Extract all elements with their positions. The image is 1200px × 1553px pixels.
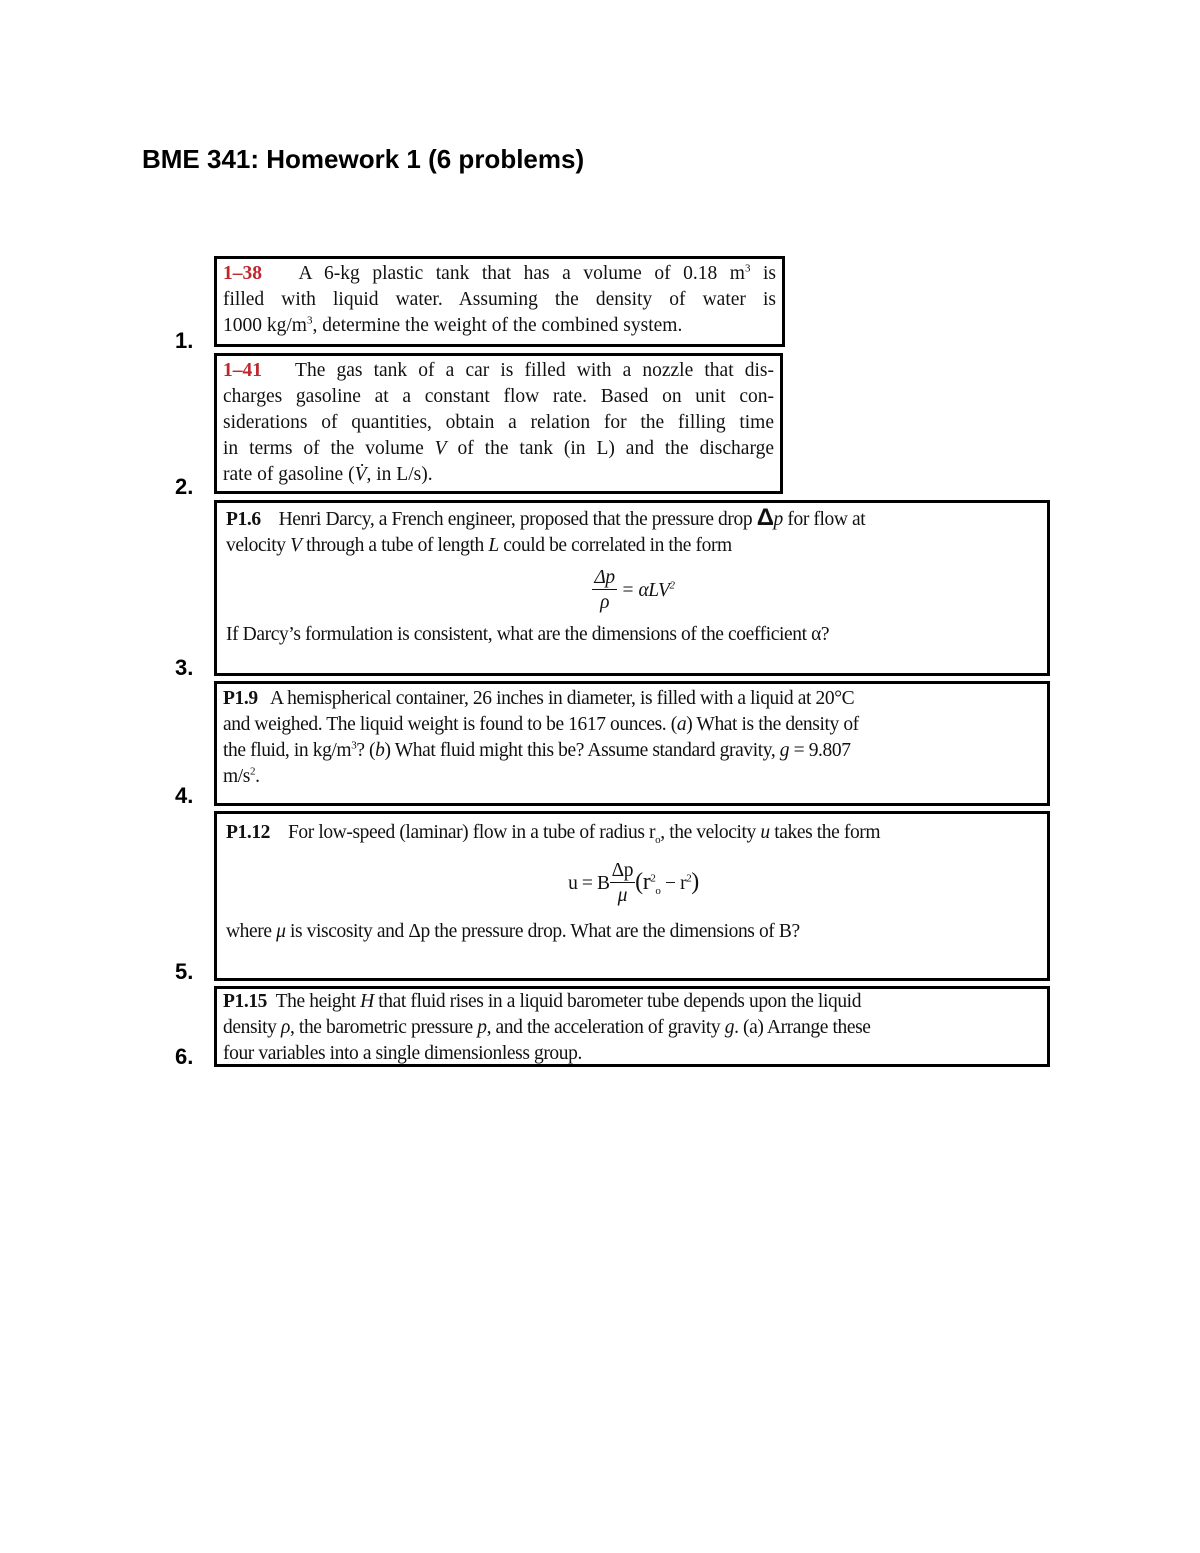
text: velocity xyxy=(226,535,291,556)
text: takes the form xyxy=(769,822,881,843)
problem-number-5: 5. xyxy=(175,959,194,984)
problem-5-label: P1.12 xyxy=(226,822,271,843)
problem-number-2: 2. xyxy=(175,474,194,499)
velocity-equation xyxy=(226,860,1041,909)
text: m/s xyxy=(223,766,250,787)
variable: μ xyxy=(276,921,286,942)
superscript: 3 xyxy=(306,314,313,327)
variable: V xyxy=(290,535,302,556)
problem-4-line-1 xyxy=(223,686,1041,712)
text: ) What is the density of xyxy=(686,714,859,735)
text: , determine the weight of the combined system. xyxy=(312,315,683,336)
text: , the barometric pressure xyxy=(289,1017,478,1038)
problem-5-box xyxy=(214,811,1050,981)
text: , and the acceleration of gravity xyxy=(486,1017,725,1038)
problem-6-box xyxy=(214,986,1050,1067)
darcy-equation xyxy=(226,567,1041,616)
problem-4-line-2 xyxy=(223,712,1041,738)
text: rate of gasoline ( xyxy=(223,464,355,485)
problem-2-line-1 xyxy=(223,358,774,384)
text: A hemispherical container, 26 inches in diameter, is filled with a liquid at 20°C xyxy=(270,688,855,709)
superscript: 2 xyxy=(669,579,675,592)
text: ) What fluid might this be? Assume standard gravity, xyxy=(384,740,780,761)
problem-number-1: 1. xyxy=(175,328,194,353)
equation-part: − r xyxy=(660,872,687,894)
page-title: BME 341: Homework 1 (6 problems) xyxy=(142,144,585,174)
problem-number-6: 6. xyxy=(175,1044,194,1069)
subscript: o xyxy=(655,833,661,846)
variable: V xyxy=(434,438,447,459)
numerator: Δp xyxy=(611,860,634,881)
delta-symbol: Δ xyxy=(756,504,774,531)
text: For low-speed (laminar) flow in a tube of radius r xyxy=(287,822,656,843)
text: is xyxy=(750,263,776,284)
text: Henri Darcy, a French engineer, proposed that the pressure drop xyxy=(278,509,757,530)
denominator: ρ xyxy=(600,592,610,613)
text: density xyxy=(223,1017,282,1038)
equation-part: (r xyxy=(635,868,651,895)
problem-4-label: P1.9 xyxy=(223,688,258,709)
problem-3-label: P1.6 xyxy=(226,509,261,530)
variable: L xyxy=(488,535,499,556)
problem-2-line-5 xyxy=(223,462,774,488)
numerator: Δp xyxy=(594,567,615,588)
text: for flow at xyxy=(782,509,866,530)
problem-3-line-2 xyxy=(226,533,1041,559)
fraction xyxy=(592,567,616,616)
problem-2-line-2: charges gasoline at a constant flow rate. Based on unit con- xyxy=(223,386,774,407)
problem-number-4: 4. xyxy=(175,783,194,808)
superscript: 2 xyxy=(686,872,692,885)
problem-2-label: 1–41 xyxy=(223,360,262,381)
problem-2-box xyxy=(214,353,783,494)
superscript: 3 xyxy=(744,262,751,275)
problem-number-3: 3. xyxy=(175,655,194,680)
variable: V̇ xyxy=(354,464,367,485)
problem-1-line-1 xyxy=(223,261,776,287)
problem-1-line-2: filled with liquid water. Assuming the density of water is xyxy=(223,289,776,310)
problem-6-line-1 xyxy=(223,989,1041,1015)
text: that fluid rises in a liquid barometer tube depends upon the liquid xyxy=(373,991,862,1012)
variable: u xyxy=(760,822,770,843)
text: in terms of the volume xyxy=(223,438,435,459)
text: 1000 kg/m xyxy=(223,315,307,336)
variable: H xyxy=(360,991,374,1012)
equation-part: ) xyxy=(691,868,699,895)
subscript: o xyxy=(655,884,661,897)
text: . xyxy=(255,766,260,787)
text: , the velocity xyxy=(660,822,761,843)
superscript: 2 xyxy=(650,872,656,885)
text: and weighed. The liquid weight is found to be 1617 ounces. ( xyxy=(223,714,677,735)
text: = 9.807 xyxy=(789,740,851,761)
text: A 6-kg plastic tank that has a volume of 0.18 m xyxy=(298,263,745,284)
superscript: 3 xyxy=(351,739,357,752)
fraction xyxy=(610,860,636,909)
problem-4-line-3 xyxy=(223,738,1041,764)
text: , in L/s). xyxy=(366,464,433,485)
equation-lhs: u = B xyxy=(568,872,610,894)
text: where xyxy=(226,921,277,942)
problem-3-line-1 xyxy=(226,505,1041,533)
variable: g xyxy=(779,740,790,761)
text: The gas tank of a car is filled with a nozzle that dis- xyxy=(295,360,774,381)
text: through a tube of length xyxy=(301,535,489,556)
variable: g xyxy=(724,1017,735,1038)
problem-1-box xyxy=(214,256,785,347)
problem-3-question: If Darcy’s formulation is consistent, what are the dimensions of the coefficient α? xyxy=(226,624,830,645)
problem-6-line-2 xyxy=(223,1015,1041,1041)
text: ? ( xyxy=(356,740,376,761)
problem-1-label: 1–38 xyxy=(223,263,262,284)
text: of the tank (in L) and the discharge xyxy=(446,438,774,459)
problem-2-line-4 xyxy=(223,436,774,462)
text: a xyxy=(676,714,687,735)
text: could be correlated in the form xyxy=(498,535,732,556)
text: the fluid, in kg/m xyxy=(223,740,352,761)
denominator: μ xyxy=(617,885,628,906)
superscript: 2 xyxy=(249,765,256,778)
problem-1-line-3 xyxy=(223,313,776,339)
problem-6-label: P1.15 xyxy=(223,991,268,1012)
text: b xyxy=(375,740,385,761)
variable: p xyxy=(773,509,783,530)
problem-4-box xyxy=(214,681,1050,806)
text: The height xyxy=(275,991,361,1012)
text: . (a) Arrange these xyxy=(734,1017,871,1038)
problem-2-line-3: siderations of quantities, obtain a relation for the filling time xyxy=(223,412,774,433)
problem-6-line-3: four variables into a single dimensionless group. xyxy=(223,1043,582,1064)
text: is viscosity and Δp the pressure drop. What are the dimensions of B? xyxy=(285,921,800,942)
variable: p xyxy=(477,1017,487,1038)
equation-rhs: = αLV xyxy=(621,579,670,601)
variable: ρ xyxy=(281,1017,290,1038)
problem-4-line-4 xyxy=(223,764,1041,790)
problem-5-line-1 xyxy=(226,820,1041,846)
problem-3-box xyxy=(214,500,1050,676)
problem-5-question xyxy=(226,919,1041,945)
